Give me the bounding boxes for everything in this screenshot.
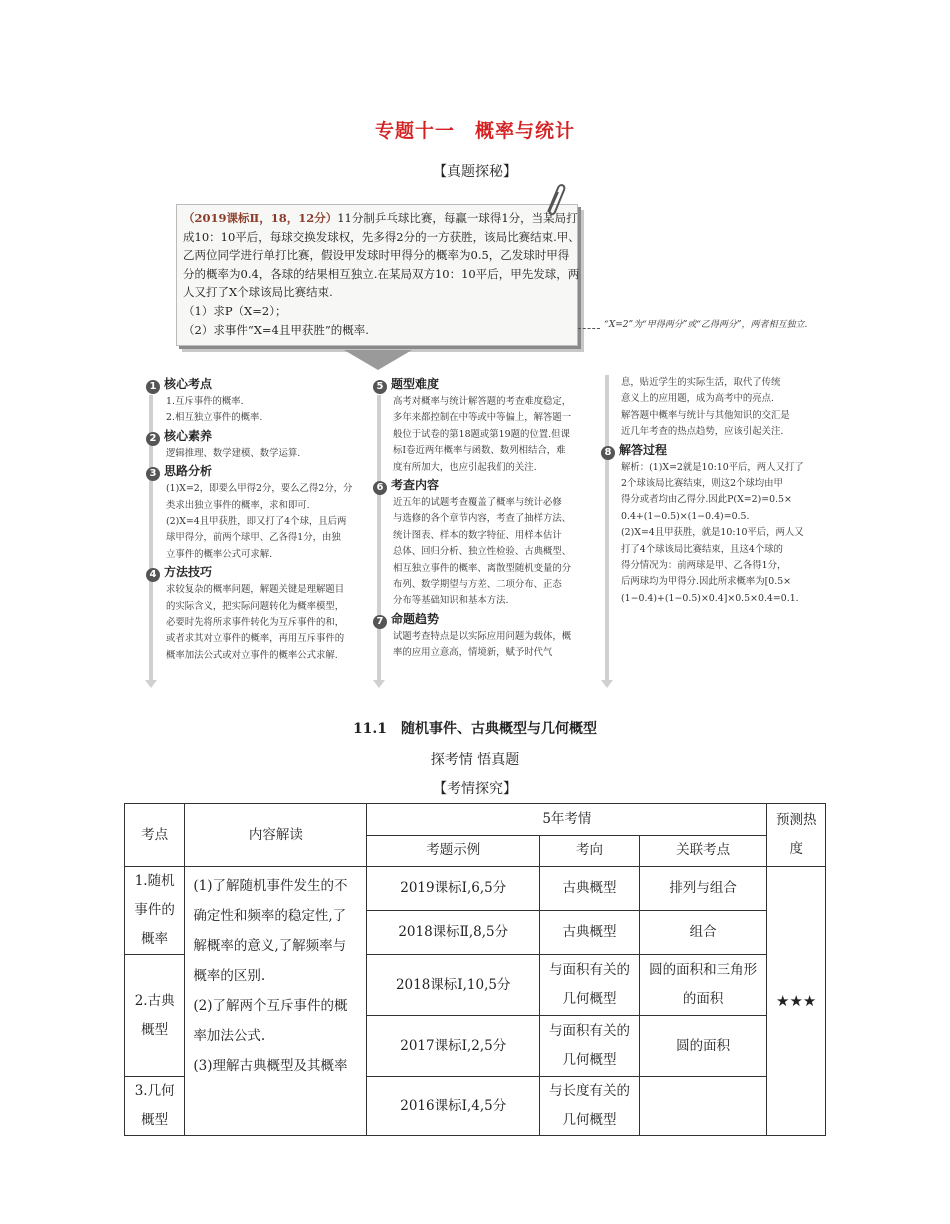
heading-content: 6 考查内容: [373, 476, 598, 495]
step-number-8: 8: [601, 446, 615, 460]
step-number-5: 5: [373, 380, 387, 394]
step-number-2: 2: [146, 432, 160, 446]
funnel-arrow-icon: [344, 350, 412, 370]
table-header-row: [125, 804, 826, 836]
method-line: 概率加法公式或对立事件的概率公式求解.: [166, 649, 338, 661]
kaodian-3: 3.几何概型: [125, 1077, 185, 1136]
core-point-2: 2.相互独立事件的概率.: [166, 412, 263, 424]
question-line-4: 分的概率为0.4，各球的结果相互独立.在某局双方10：10平后，甲先发球，两: [183, 266, 580, 281]
section-subtitle: 探考情 悟真题: [430, 752, 520, 768]
thinking-line: 类求出独立事件的概率，求和即可.: [166, 499, 310, 511]
heading-solution: 8 解答过程: [601, 441, 826, 460]
content-line: 总体、回归分析、独立性检验、古典概型、: [393, 546, 572, 558]
trend-line: 率的应用立意高，情境新，赋予时代气: [393, 647, 553, 659]
column-2: [373, 375, 598, 662]
content-cell: [185, 867, 367, 1136]
question-line-2: 成10：10平后，每球交换发球权，先多得2分的一方获胜，该局比赛结束.甲、: [183, 229, 580, 244]
example-cell: 2018课标Ⅰ,10,5分: [367, 955, 540, 1016]
kaodian-2: 2.古典概型: [125, 955, 185, 1077]
content-line: 近五年的试题考查覆盖了概率与统计必修: [393, 497, 562, 509]
method-line: 求较复杂的概率问题，解题关键是理解题目: [166, 584, 345, 596]
heading-thinking: 3 思路分析: [146, 462, 371, 481]
method-line: 必要时先将所求事件转化为互斥事件的和，: [166, 617, 345, 629]
content-line: 统计图表、样本的数字特征、用样本估计: [393, 529, 562, 541]
column-2-arrowhead: [373, 680, 385, 688]
solution-line: 0.4+(1−0.5)×(1−0.4)=0.5.: [621, 510, 750, 522]
example-cell: 2016课标Ⅰ,4,5分: [367, 1077, 540, 1136]
question-line-5: 人又打了X个球该局比赛结束.: [183, 285, 333, 300]
section-title: 11.1 随机事件、古典概型与几何概型: [352, 721, 598, 737]
heading-trend: 7 命题趋势: [373, 610, 598, 629]
content-line: (3)理解古典概型及其概率: [193, 1058, 348, 1074]
header-kaodian: 考点: [125, 804, 185, 867]
step-number-3: 3: [146, 467, 160, 481]
thinking-line: (1)X=2，即要么甲得2分，要么乙得2分，分: [166, 483, 353, 495]
question-line-3: 乙两位同学进行单打比赛，假设甲发球时甲得分的概率为0.5，乙发球时甲得: [183, 248, 570, 263]
table-row: [125, 867, 826, 911]
question-box: [176, 204, 578, 346]
thinking-line: (2)X=4且甲获胜，即又打了4个球，且后两: [166, 516, 347, 528]
trend-cont-line: 解答题中概率与统计与其他知识的交汇是: [621, 409, 790, 421]
content-line: 与选修的各个章节内容，考查了抽样方法、: [393, 513, 572, 525]
solution-line: 打了4个球该局比赛结束，且这4个球的: [621, 543, 783, 555]
step-number-1: 1: [146, 380, 160, 394]
trend-cont-line: 息，贴近学生的实际生活，取代了传统: [621, 377, 781, 388]
difficulty-line: 标Ⅰ卷近两年概率与函数、数列相结合，难: [393, 445, 566, 457]
page-title: 专题十一 概率与统计: [374, 120, 575, 142]
kaodian-1: 1.随机事件的概率: [125, 867, 185, 955]
question-part-2: （2）求事件“X=4且甲获胜”的概率.: [183, 322, 369, 337]
question-part-1: （1）求P（X=2）；: [183, 303, 287, 318]
direction-cell: 古典概型: [540, 911, 640, 955]
solution-line: (1−0.4)+(1−0.5)×0.4]×0.5×0.4=0.1.: [621, 592, 799, 604]
solution-line: (2)X=4且甲获胜，就是10:10平后，两人又: [621, 527, 804, 539]
header-guanlian: 关联考点: [639, 835, 767, 867]
header-shili: 考题示例: [367, 835, 540, 867]
solution-line: 得分或者均由乙得分.因此P(X=2)=0.5×: [621, 494, 792, 506]
header-yuce: 预测热度: [767, 804, 826, 867]
column-1: [146, 375, 371, 664]
step-number-6: 6: [373, 481, 387, 495]
header-5year: 5年考情: [367, 804, 767, 836]
difficulty-line: 度有所加大，也应引起我们的关注.: [393, 461, 537, 473]
example-cell: 2017课标Ⅰ,2,5分: [367, 1016, 540, 1077]
annotation-connector: [578, 328, 600, 329]
example-cell: 2018课标Ⅱ,8,5分: [367, 911, 540, 955]
paperclip-icon: [540, 182, 566, 218]
step-number-4: 4: [146, 568, 160, 582]
solution-line: 2个球该局比赛结束，则这2个球均由甲: [621, 478, 783, 490]
heading-difficulty: 5 题型难度: [373, 375, 598, 394]
related-cell: [639, 1077, 767, 1136]
header-neirong: 内容解读: [185, 804, 367, 867]
content-line: 分布等基础知识和基本方法.: [393, 595, 509, 607]
heading-core-literacy: 2 核心素养: [146, 427, 371, 446]
difficulty-line: 多年来都控制在中等或中等偏上，解答题一: [393, 412, 572, 424]
content-line: 布列、数学期望与方差、二项分布、正态: [393, 579, 562, 591]
direction-cell: 与长度有关的几何概型: [540, 1077, 640, 1136]
thinking-line: 球甲得分，前两个球甲、乙各得1分，由独: [166, 532, 341, 544]
difficulty-line: 般位于试卷的第18题或第19题的位置.但课: [393, 428, 570, 440]
trend-cont-line: 意义上的应用题，成为高考中的亮点.: [621, 393, 774, 405]
example-cell: 2019课标Ⅰ,6,5分: [367, 867, 540, 911]
content-line: 相互独立事件的概率、离散型随机变量的分: [393, 562, 572, 574]
method-line: 或者求其对立事件的概率，再用互斥事件的: [166, 633, 345, 645]
exam-analysis-table: [124, 803, 826, 1136]
core-point-1: 1.互斥事件的概率.: [166, 396, 244, 407]
heading-methods: 4 方法技巧: [146, 563, 371, 582]
trend-line: 试题考查特点是以实际应用问题为载体，概: [393, 630, 572, 642]
core-literacy-text: 逻辑推理、数学建模、数学运算.: [166, 447, 301, 459]
question-source: （2019课标Ⅱ，18，12分）: [183, 211, 338, 225]
direction-cell: 古典概型: [540, 867, 640, 911]
direction-cell: 与面积有关的几何概型: [540, 955, 640, 1016]
trend-cont-line: 近几年考查的热点趋势，应该引起关注.: [621, 426, 784, 438]
thinking-line: 立事件的概率公式可求解.: [166, 548, 273, 560]
related-cell: 组合: [639, 911, 767, 955]
question-line-1: （2019课标Ⅱ，18，12分）11分制乒乓球比赛，每赢一球得1分，当某局打: [183, 211, 578, 225]
column-3-arrowhead: [601, 680, 613, 688]
method-line: 的实际含义，把实际问题转化为概率模型，: [166, 600, 345, 612]
section-label-kaoqing: 【考情探究】: [433, 781, 517, 797]
section-label-zhenti: 【真题探秘】: [433, 164, 517, 180]
content-line: (1)了解随机事件发生的不确定性和频率的稳定性,了解概率的意义,了解频率与概率的区别.: [193, 878, 348, 984]
solution-line: 解析：(1)X=2就是10:10平后，两人又打了: [621, 461, 804, 473]
step-number-7: 7: [373, 615, 387, 629]
column-3: [601, 375, 826, 607]
heading-core-points: 1 核心考点: [146, 375, 371, 394]
annotation-note: “X=2”为“甲得两分”或“乙得两分”，两者相互独立.: [604, 320, 808, 330]
direction-cell: 与面积有关的几何概型: [540, 1016, 640, 1077]
related-cell: 圆的面积: [639, 1016, 767, 1077]
column-1-arrowhead: [145, 680, 157, 688]
content-line: (2)了解两个互斥事件的概率加法公式.: [193, 998, 348, 1044]
star-rating: ★★★: [767, 867, 826, 1136]
solution-line: 后两球均为甲得分.因此所求概率为[0.5×: [621, 576, 792, 588]
header-kaoxiang: 考向: [540, 835, 640, 867]
difficulty-line: 高考对概率与统计解答题的考查难度稳定，: [393, 396, 572, 407]
related-cell: 排列与组合: [639, 867, 767, 911]
solution-line: 得分情况为：前两球是甲、乙各得1分，: [621, 560, 787, 572]
related-cell: 圆的面积和三角形的面积: [639, 955, 767, 1016]
